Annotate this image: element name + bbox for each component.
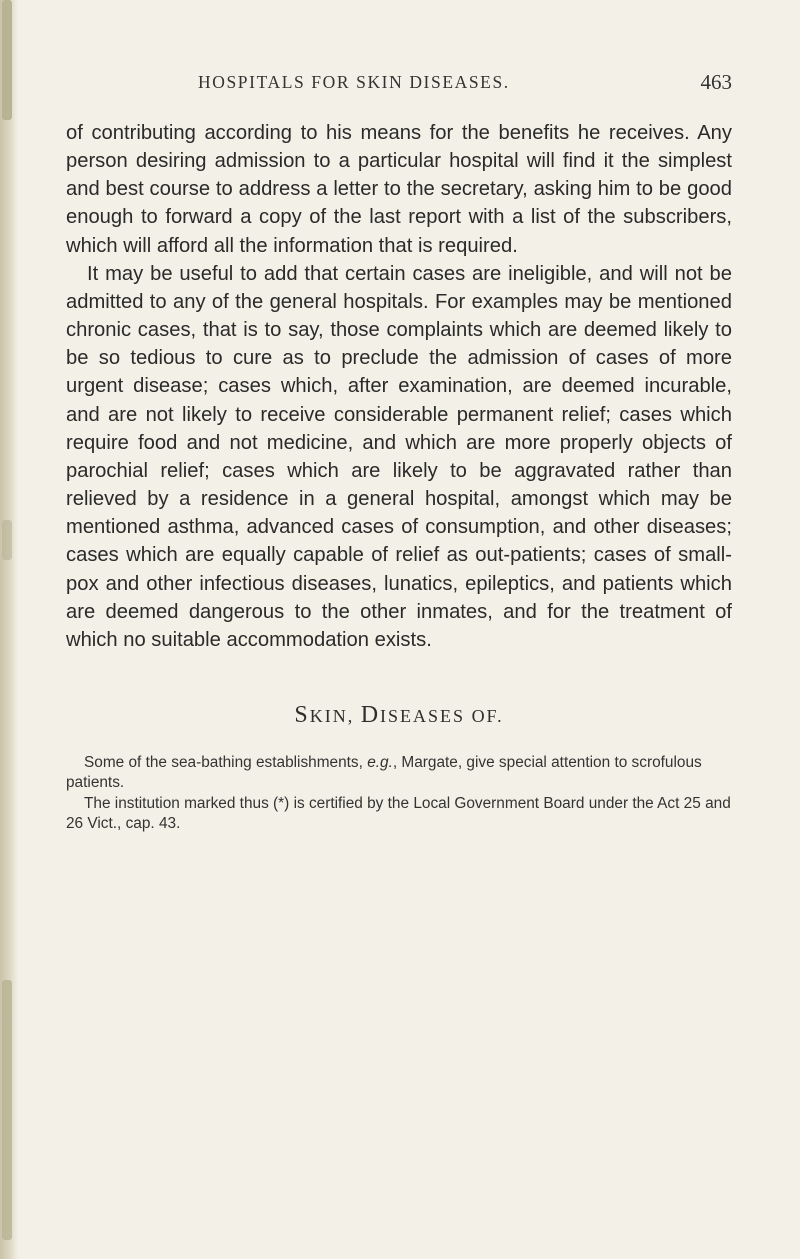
running-title: HOSPITALS FOR SKIN DISEASES. (198, 72, 510, 92)
running-head (66, 58, 732, 98)
binding-stain (2, 0, 12, 120)
page-number: 463 (700, 70, 732, 94)
page-gutter-shadow (0, 0, 18, 1259)
paragraph-ineligible-cases: It may be useful to add that certain cases are ineligible, and will not be admitted to any of the general hospitals. For examples may be mentioned chronic cases, that is to say, those complaints which are deemed likely to be so tedious to cure as to preclude the admission of cases of more urgent disease; cases which, after examination, are deemed incurable, and are not likely to receive considerable permanent relief; cases which require food and not medicine, and which are more properly objects of parochial relief; cases which are likely to be aggravated rather than relieved by a residence in a general hospital, amongst which may be mentioned asthma, advanced cases of consumption, and other diseases; cases which are equally capable of relief as out-patients; cases of small-pox and other infectious diseases, lunatics, epileptics, and patients which are deemed dangerous to the other inmates, and for the treatment of which no suitable accommodation exists. (66, 262, 732, 651)
note-sea-bathing (66, 753, 732, 794)
body-text (66, 119, 732, 654)
note-italic-text: e.g. (367, 753, 393, 771)
section-notes (66, 753, 732, 835)
note-text: Some of the sea-bathing establishments, (84, 753, 368, 771)
book-page (66, 58, 732, 835)
section-heading (66, 702, 732, 729)
heading-initial: D (360, 701, 381, 728)
binding-stain (2, 520, 12, 560)
paragraph-continued: of contributing according to his means for the benefits he receives. Any person desiring admission to a particular hospital will find it the simplest and best course to address a letter to the secretary, asking him to be good enough to forward a copy of the last report with a list of the subscribers, which will afford all the information that is required. (66, 122, 732, 257)
note-certified-institution: The institution marked thus (*) is certified by the Local Government Board under the Act 25 and 26 Vict., cap. 43. (66, 794, 731, 833)
heading-small-caps: KIN, (309, 705, 361, 726)
heading-small-caps: ISEASES OF. (380, 705, 504, 726)
binding-stain (2, 980, 12, 1240)
heading-initial: S (294, 701, 310, 728)
note-text: , Margate, give special attention to scrofulous patients. (66, 753, 702, 792)
